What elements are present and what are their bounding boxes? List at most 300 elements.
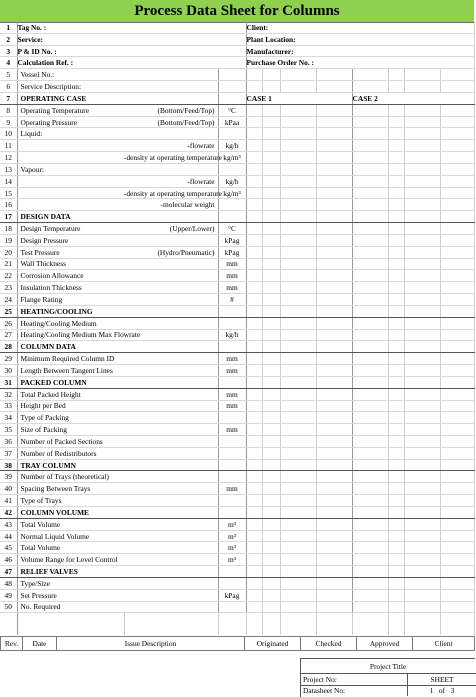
value-cell xyxy=(262,341,280,353)
blank-row xyxy=(0,624,474,635)
value-cell xyxy=(404,163,440,175)
data-row xyxy=(0,317,474,329)
data-row xyxy=(0,412,474,424)
parameter-qualifier xyxy=(124,128,218,140)
unit-label xyxy=(218,81,246,93)
value-cell xyxy=(404,223,440,235)
client-header: Client xyxy=(413,637,475,651)
value-cell xyxy=(246,376,262,388)
value-cell xyxy=(404,495,440,507)
parameter-label: Liquid: xyxy=(17,128,124,140)
value-cell xyxy=(246,495,262,507)
value-cell xyxy=(280,305,316,317)
value-cell xyxy=(246,530,262,542)
value-cell xyxy=(262,246,280,258)
value-cell xyxy=(246,282,262,294)
value-cell xyxy=(280,199,316,211)
project-info-box xyxy=(300,658,475,697)
value-cell xyxy=(262,542,280,554)
section-title: RELIEF VALVES xyxy=(17,566,124,578)
data-row xyxy=(0,199,474,211)
parameter-qualifier xyxy=(124,282,218,294)
value-cell xyxy=(316,542,352,554)
section-title: TRAY COLUMN xyxy=(17,459,124,471)
row-number: 30 xyxy=(0,365,17,377)
value-cell xyxy=(352,140,388,152)
section-title: PACKED COLUMN xyxy=(17,376,124,388)
value-cell xyxy=(262,601,280,613)
parameter-label: Test Pressure xyxy=(17,246,124,258)
value-cell xyxy=(316,211,352,223)
value-cell xyxy=(246,447,262,459)
value-cell xyxy=(246,305,262,317)
value-cell xyxy=(280,223,316,235)
value-cell xyxy=(404,518,440,530)
blank-cell xyxy=(17,624,124,635)
value-cell xyxy=(262,223,280,235)
unit-label: °C xyxy=(218,223,246,235)
value-cell xyxy=(440,495,474,507)
blank-cell xyxy=(262,613,280,624)
value-cell xyxy=(246,152,262,164)
value-cell xyxy=(316,329,352,341)
parameter-label: No. Required xyxy=(17,601,124,613)
section-header-row xyxy=(0,92,474,104)
blank-cell xyxy=(246,613,262,624)
value-cell xyxy=(280,530,316,542)
data-row xyxy=(0,435,474,447)
value-cell xyxy=(262,459,280,471)
value-cell xyxy=(352,542,388,554)
value-cell xyxy=(404,187,440,199)
value-cell xyxy=(352,81,388,93)
value-cell xyxy=(246,365,262,377)
data-row xyxy=(0,518,474,530)
value-cell xyxy=(262,270,280,282)
parameter-label: Design Pressure xyxy=(17,234,124,246)
section-title: COLUMN DATA xyxy=(17,341,124,353)
header-info-row xyxy=(0,22,474,33)
value-cell xyxy=(262,163,280,175)
value-cell xyxy=(404,400,440,412)
parameter-qualifier xyxy=(124,294,218,306)
value-cell xyxy=(316,223,352,235)
checked-header: Checked xyxy=(301,637,357,651)
unit-label: kPag xyxy=(218,589,246,601)
value-cell xyxy=(440,329,474,341)
value-cell xyxy=(262,294,280,306)
value-cell xyxy=(388,341,404,353)
blank-cell xyxy=(440,613,474,624)
data-row xyxy=(0,495,474,507)
data-row xyxy=(0,270,474,282)
value-cell xyxy=(316,199,352,211)
parameter-label: Operating Pressure xyxy=(17,116,124,128)
data-row xyxy=(0,601,474,613)
value-cell xyxy=(280,246,316,258)
value-cell xyxy=(440,589,474,601)
unit-label: kPag xyxy=(218,246,246,258)
row-number: 32 xyxy=(0,388,17,400)
value-cell xyxy=(280,400,316,412)
unit-label: m³ xyxy=(218,530,246,542)
value-cell xyxy=(262,282,280,294)
value-cell xyxy=(280,294,316,306)
unit-label xyxy=(218,199,246,211)
value-cell xyxy=(280,175,316,187)
value-cell xyxy=(404,435,440,447)
value-cell xyxy=(404,577,440,589)
unit-label: mm xyxy=(218,365,246,377)
unit-label xyxy=(218,305,246,317)
data-row xyxy=(0,246,474,258)
issue-description-header: Issue Description xyxy=(57,637,245,651)
value-cell xyxy=(246,341,262,353)
value-cell xyxy=(440,69,474,81)
sheet-title: Process Data Sheet for Columns xyxy=(0,0,474,23)
row-number: 9 xyxy=(0,116,17,128)
value-cell xyxy=(440,246,474,258)
value-cell xyxy=(246,412,262,424)
value-cell xyxy=(262,128,280,140)
parameter-qualifier xyxy=(124,211,218,223)
value-cell xyxy=(316,163,352,175)
value-cell xyxy=(352,518,388,530)
value-cell xyxy=(388,530,404,542)
parameter-qualifier xyxy=(124,81,218,93)
row-number: 20 xyxy=(0,246,17,258)
data-row xyxy=(0,542,474,554)
blank-cell xyxy=(404,624,440,635)
value-cell xyxy=(352,353,388,365)
value-cell xyxy=(440,424,474,436)
value-cell xyxy=(280,69,316,81)
value-cell xyxy=(246,81,262,93)
blank-cell xyxy=(0,613,17,624)
value-cell xyxy=(262,199,280,211)
parameter-label: Total Volume xyxy=(17,518,124,530)
parameter-label xyxy=(17,199,124,211)
value-cell xyxy=(246,459,262,471)
parameter-label: Spacing Between Trays xyxy=(17,483,124,495)
value-cell xyxy=(316,447,352,459)
unit-label xyxy=(218,495,246,507)
value-cell xyxy=(352,376,388,388)
value-cell xyxy=(440,353,474,365)
value-cell xyxy=(352,305,388,317)
value-cell xyxy=(262,388,280,400)
unit-label: m³ xyxy=(218,542,246,554)
value-cell xyxy=(280,577,316,589)
header-field-label: Service: xyxy=(17,33,246,45)
value-cell xyxy=(316,317,352,329)
parameter-qualifier xyxy=(124,530,218,542)
unit-label: kg/h xyxy=(218,329,246,341)
blank-cell xyxy=(124,613,218,624)
value-cell xyxy=(352,152,388,164)
value-cell xyxy=(404,140,440,152)
value-cell xyxy=(246,424,262,436)
header-info-row xyxy=(0,45,474,57)
value-cell xyxy=(388,128,404,140)
parameter-label: Type of Trays xyxy=(17,495,124,507)
parameter-label: Type/Size xyxy=(17,577,124,589)
value-cell xyxy=(352,471,388,483)
value-cell xyxy=(316,577,352,589)
value-cell xyxy=(404,294,440,306)
value-cell xyxy=(388,447,404,459)
value-cell xyxy=(388,566,404,578)
value-cell xyxy=(388,518,404,530)
value-cell xyxy=(316,294,352,306)
value-cell xyxy=(352,447,388,459)
parameter-qualifier: -molecular weight xyxy=(124,199,218,211)
value-cell xyxy=(440,376,474,388)
row-number: 16 xyxy=(0,199,17,211)
data-row xyxy=(0,530,474,542)
value-cell xyxy=(404,388,440,400)
value-cell xyxy=(316,388,352,400)
row-number: 25 xyxy=(0,305,17,317)
parameter-qualifier: -flowrate xyxy=(124,175,218,187)
parameter-qualifier xyxy=(124,234,218,246)
value-cell xyxy=(246,589,262,601)
value-cell xyxy=(246,187,262,199)
rev-header: Rev. xyxy=(1,637,23,651)
value-cell xyxy=(246,353,262,365)
data-row xyxy=(0,483,474,495)
value-cell xyxy=(440,234,474,246)
value-cell xyxy=(262,376,280,388)
parameter-qualifier: (Hydro/Pneumatic) xyxy=(124,246,218,258)
section-title: OPERATING CASE xyxy=(17,92,124,104)
value-cell xyxy=(440,341,474,353)
unit-label: kPaa xyxy=(218,116,246,128)
row-number: 36 xyxy=(0,435,17,447)
section-header-row xyxy=(0,376,474,388)
value-cell xyxy=(262,447,280,459)
value-cell xyxy=(246,294,262,306)
sheet-page-indicator xyxy=(407,685,476,696)
row-number: 49 xyxy=(0,589,17,601)
value-cell xyxy=(316,341,352,353)
parameter-label: Volume Range for Level Control xyxy=(17,554,124,566)
value-cell xyxy=(316,81,352,93)
parameter-label: Heating/Cooling Medium Max Flowrate xyxy=(17,329,124,341)
row-number: 1 xyxy=(0,22,17,33)
row-number: 2 xyxy=(0,33,17,45)
parameter-label: Number of Trays (theoretical) xyxy=(17,471,124,483)
data-row xyxy=(0,400,474,412)
data-row xyxy=(0,175,474,187)
unit-label: mm xyxy=(218,483,246,495)
value-cell xyxy=(440,542,474,554)
value-cell xyxy=(388,317,404,329)
value-cell xyxy=(388,435,404,447)
data-row xyxy=(0,163,474,175)
parameter-qualifier xyxy=(124,471,218,483)
value-cell xyxy=(388,412,404,424)
data-row xyxy=(0,128,474,140)
value-cell xyxy=(316,412,352,424)
value-cell xyxy=(388,589,404,601)
row-number: 15 xyxy=(0,187,17,199)
value-cell xyxy=(316,483,352,495)
value-cell xyxy=(388,483,404,495)
value-cell xyxy=(316,400,352,412)
row-number: 27 xyxy=(0,329,17,341)
value-cell xyxy=(440,128,474,140)
parameter-qualifier xyxy=(124,518,218,530)
value-cell xyxy=(352,601,388,613)
parameter-qualifier xyxy=(124,92,218,104)
value-cell xyxy=(316,270,352,282)
value-cell xyxy=(388,152,404,164)
value-cell xyxy=(280,424,316,436)
data-row xyxy=(0,471,474,483)
unit-label xyxy=(218,577,246,589)
parameter-qualifier xyxy=(124,495,218,507)
value-cell xyxy=(440,81,474,93)
value-cell xyxy=(404,412,440,424)
row-number: 5 xyxy=(0,69,17,81)
value-cell xyxy=(280,459,316,471)
value-cell xyxy=(316,554,352,566)
value-cell xyxy=(246,175,262,187)
value-cell xyxy=(316,234,352,246)
blank-row xyxy=(0,613,474,624)
value-cell xyxy=(352,199,388,211)
parameter-qualifier xyxy=(124,69,218,81)
value-cell xyxy=(352,163,388,175)
footer-left-area xyxy=(0,650,300,697)
value-cell xyxy=(246,69,262,81)
value-cell xyxy=(352,554,388,566)
value-cell xyxy=(316,376,352,388)
unit-label: mm xyxy=(218,424,246,436)
row-number: 23 xyxy=(0,282,17,294)
value-cell xyxy=(352,506,388,518)
value-cell xyxy=(440,163,474,175)
value-cell xyxy=(316,435,352,447)
value-cell xyxy=(404,554,440,566)
date-header: Date xyxy=(23,637,57,651)
value-cell xyxy=(388,258,404,270)
project-title: Project Title xyxy=(369,662,407,671)
value-cell xyxy=(280,152,316,164)
value-cell xyxy=(262,152,280,164)
parameter-label: Insulation Thickness xyxy=(17,282,124,294)
value-cell xyxy=(388,376,404,388)
value-cell xyxy=(280,128,316,140)
section-header-row xyxy=(0,506,474,518)
value-cell xyxy=(280,341,316,353)
value-cell xyxy=(280,495,316,507)
row-number: 13 xyxy=(0,163,17,175)
value-cell xyxy=(352,234,388,246)
value-cell xyxy=(262,518,280,530)
row-number: 18 xyxy=(0,223,17,235)
blank-cell xyxy=(218,624,246,635)
value-cell xyxy=(440,199,474,211)
row-number: 40 xyxy=(0,483,17,495)
row-number: 38 xyxy=(0,459,17,471)
blank-cell xyxy=(124,624,218,635)
unit-label: °C xyxy=(218,104,246,116)
originated-header: Originated xyxy=(245,637,301,651)
value-cell xyxy=(262,353,280,365)
data-row xyxy=(0,589,474,601)
unit-label xyxy=(218,601,246,613)
value-cell xyxy=(388,234,404,246)
value-cell xyxy=(440,601,474,613)
value-cell xyxy=(404,258,440,270)
header-field-label-right: Purchase Order No. : xyxy=(246,57,474,69)
parameter-label xyxy=(17,187,124,199)
section-title: DESIGN DATA xyxy=(17,211,124,223)
parameter-qualifier: -flowrate xyxy=(124,140,218,152)
value-cell xyxy=(262,187,280,199)
unit-label xyxy=(218,435,246,447)
unit-label xyxy=(218,163,246,175)
value-cell xyxy=(280,518,316,530)
value-cell xyxy=(404,506,440,518)
value-cell xyxy=(404,69,440,81)
value-cell xyxy=(352,270,388,282)
parameter-qualifier xyxy=(124,353,218,365)
value-cell xyxy=(404,305,440,317)
value-cell xyxy=(262,69,280,81)
data-row xyxy=(0,116,474,128)
value-cell xyxy=(352,246,388,258)
value-cell xyxy=(404,152,440,164)
unit-label: mm xyxy=(218,282,246,294)
value-cell xyxy=(316,128,352,140)
value-cell xyxy=(246,116,262,128)
data-row xyxy=(0,140,474,152)
value-cell xyxy=(246,518,262,530)
unit-label: # xyxy=(218,294,246,306)
row-number: 37 xyxy=(0,447,17,459)
value-cell xyxy=(246,140,262,152)
value-cell xyxy=(404,601,440,613)
blank-cell xyxy=(280,613,316,624)
data-row xyxy=(0,353,474,365)
row-number: 45 xyxy=(0,542,17,554)
value-cell xyxy=(280,388,316,400)
row-number: 3 xyxy=(0,45,17,57)
value-cell xyxy=(316,104,352,116)
value-cell xyxy=(316,258,352,270)
value-cell xyxy=(388,365,404,377)
value-cell xyxy=(246,577,262,589)
value-cell xyxy=(404,282,440,294)
row-number: 42 xyxy=(0,506,17,518)
value-cell xyxy=(352,175,388,187)
value-cell xyxy=(388,140,404,152)
sheet-total-pages: 3 xyxy=(450,686,455,695)
value-cell xyxy=(262,258,280,270)
value-cell xyxy=(262,140,280,152)
value-cell xyxy=(262,412,280,424)
row-number: 7 xyxy=(0,92,17,104)
parameter-qualifier xyxy=(124,542,218,554)
value-cell xyxy=(440,211,474,223)
parameter-label: Operating Temperature xyxy=(17,104,124,116)
value-cell xyxy=(352,104,388,116)
value-cell xyxy=(246,554,262,566)
parameter-label: Size of Packing xyxy=(17,424,124,436)
